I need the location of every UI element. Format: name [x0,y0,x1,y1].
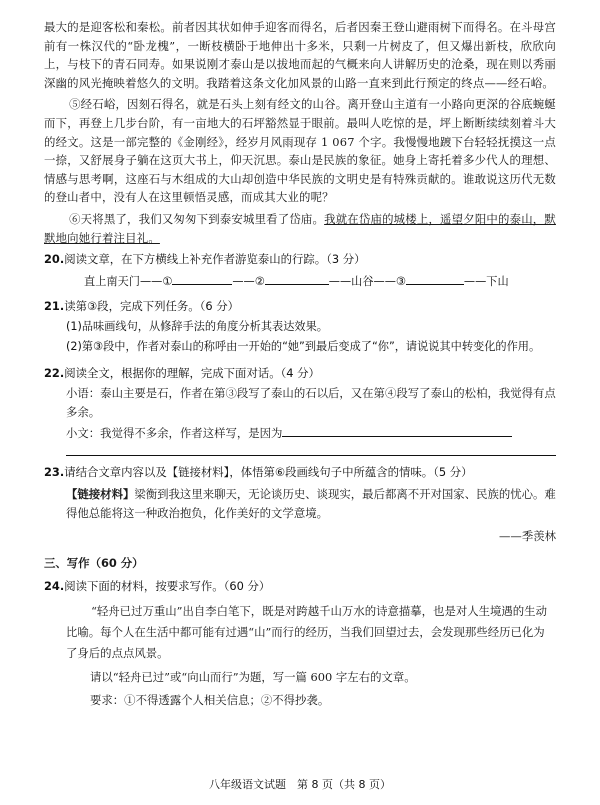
question-22-xiaowen-text: 小文：我觉得不多余，作者这样写，是因为 [66,426,283,441]
page-footer: 八年级语文试题 第 8 页（共 8 页） [209,778,391,791]
question-20-route [44,272,556,292]
question-22-text: 阅读全文，根据你的理解，完成下面对话。（4 分） [64,366,320,381]
question-22 [44,363,556,384]
question-21-number: 21. [44,299,65,314]
passage-paragraph-intro: 最大的是迎客松和秦松。前者因其状如伸手迎客而得名，后者因秦王登山避雨树下而得名。在斗母宫前有一株汉代的“卧龙槐”，一断枝横卧于地伸出十多米，只剩一片树皮了，但又爆出新枝，欣欣向上，与枝下的青石同寿。如果说刚才泰山是以拔地而起的气概来向人讲解历史的沧桑，现在则以秀丽深幽的风光掩映着悠久的文明。我踏着这条文化加风景的山路一直来到此行预定的终点——经石峪。 [44,20,556,90]
question-20 [44,249,556,270]
question-24 [44,576,556,597]
question-21-part-2: (2)第③段中，作者对泰山的称呼由一开始的“她”到最后变成了“你”，请说说其中转变化的作用。 [66,340,541,354]
question-23 [44,462,556,483]
question-22-number: 22. [44,366,65,381]
route-start: 直上南天门——① [84,275,173,289]
passage-paragraph-6-start: ⑥天将黑了，我们又匆匆下到泰安城里看了岱庙。 [69,211,325,226]
answer-blank-2[interactable] [265,272,329,285]
question-22-xiaoyu: 小语：泰山主要是石，作者在第③段写了泰山的石以后，又在第④段写了泰山的松柏，我觉得有点多余。 [66,386,556,420]
link-material-label: 【链接材料】 [66,487,135,502]
route-step-3: ——山谷——③ [328,275,406,289]
question-21 [44,296,556,317]
question-24-text: 阅读下面的材料，按要求写作。（60 分） [64,579,271,594]
answer-blank-q22[interactable] [282,424,512,437]
answer-blank-3[interactable] [406,272,464,285]
question-21-text: 读第③段，完成下列任务。（6 分） [64,299,240,314]
question-22-xiaowen [44,424,556,443]
writing-prompt: 请以“轻舟已过”或“向山而行”为题，写一篇 600 字左右的文章。 [90,670,416,685]
link-material [44,485,556,523]
writing-requirements: 要求：①不得透露个人相关信息；②不得抄袭。 [90,693,330,708]
question-23-text: 请结合文章内容以及【链接材料】，体悟第⑥段画线句子中所蕴含的情味。（5 分） [64,465,473,480]
answer-line-q22[interactable] [66,445,556,456]
writing-material: “轻舟已过万重山”出自李白笔下，既是对跨越千山万水的诗意描摹，也是对人生境遇的生动比喻。每个人在生活中都可能有过遇“山”而行的经历，当我们回望过去，会发现那些经历已化为了身后的点点风景。 [66,604,547,661]
link-material-source: ——季羡林 [499,529,556,544]
answer-blank-1[interactable] [172,272,232,285]
passage-paragraph-5: ⑤经石峪，因刻石得名，就是石头上刻有经文的山谷。离开登山主道有一小路向更深的谷底蜿蜒而下，再登上几步台阶，有一亩地大的石坪豁然显于眼前。最叫人吃惊的是，坪上断断续续刻着斗大的经文。这是一部完整的《金刚经》，经岁月风雨现存 1 067 个字。我慢慢地踱下台轻轻抚摸这一点一捺，又舒展身子躺在这页大书上，仰天沉思。泰山是民族的象征。她身上寄托着多少代人的理想、情感与思考啊，这座石与木组成的大山却创造中华民族的文明史是有特殊贡献的。谁敢说这历代无数的登山者中，没有人在这里顿悟灵感，而成其大业的呢？ [44,97,556,205]
route-step-2: ——② [232,275,265,289]
question-24-number: 24. [44,579,65,594]
question-21-part-1: (1)品味画线句，从修辞手法的角度分析其表达效果。 [66,320,328,334]
link-material-text: 梁衡到我这里来聊天，无论谈历史、谈现实，最后都离不开对国家、民族的忧心。难得他总能将这一种政治抱负，化作美好的文学意境。 [66,487,556,521]
question-20-number: 20. [44,252,65,267]
question-23-number: 23. [44,465,65,480]
section-writing-title: 三、写作（60 分） [44,556,144,571]
passage-paragraph-6-underlined: 我就在岱庙的城楼上，遥望夕阳中的泰山，默默地向她行着注目礼。 [44,211,556,245]
question-20-text: 阅读文章，在下方横线上补充作者游览泰山的行踪。（3 分） [64,252,366,267]
passage-paragraph-6 [44,210,556,247]
route-end: ——下山 [463,275,509,289]
